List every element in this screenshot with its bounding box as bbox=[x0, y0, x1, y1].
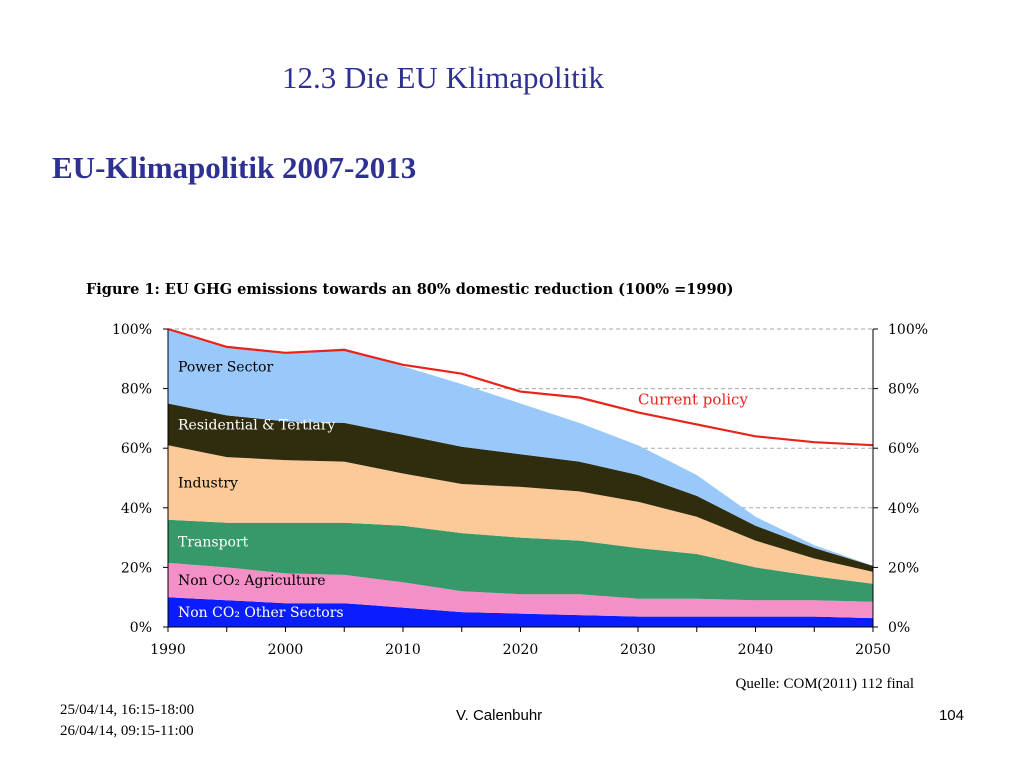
y-tick-label-left: 40% bbox=[120, 500, 152, 517]
emissions-chart bbox=[78, 272, 968, 672]
area-label-2: Non CO₂ Agriculture bbox=[178, 573, 326, 590]
footer-date-2: 26/04/14, 09:15-11:00 bbox=[60, 723, 194, 739]
y-tick-label-left: 60% bbox=[120, 441, 152, 458]
x-tick-label: 2010 bbox=[385, 642, 421, 658]
area-label-3: Transport bbox=[178, 534, 249, 551]
chart-svg bbox=[78, 272, 968, 672]
slide-subtitle: EU-Klimapolitik 2007-2013 bbox=[52, 150, 417, 185]
y-tick-label-left: 0% bbox=[129, 620, 152, 636]
line-label-1: Current policy bbox=[638, 390, 748, 409]
area-label-4: Industry bbox=[178, 475, 238, 492]
x-tick-label: 2050 bbox=[855, 642, 891, 658]
y-tick-label-right: 0% bbox=[888, 620, 911, 636]
slide-title: 12.3 Die EU Klimapolitik bbox=[281, 60, 605, 95]
x-tick-label: 2040 bbox=[737, 642, 774, 658]
footer-date-1: 25/04/14, 16:15-18:00 bbox=[60, 702, 195, 718]
x-tick-label: 1990 bbox=[150, 642, 186, 658]
x-tick-label: 2030 bbox=[620, 642, 656, 658]
y-tick-label-left: 20% bbox=[120, 560, 152, 577]
y-tick-label-left: 80% bbox=[120, 381, 152, 398]
x-tick-label: 2020 bbox=[502, 642, 539, 658]
area-label-5: Residential & Tertiary bbox=[178, 417, 336, 434]
chart-title: Figure 1: EU GHG emissions towards an 80% domestic reduction (100% =1990) bbox=[86, 281, 734, 298]
x-tick-label: 2000 bbox=[267, 642, 304, 658]
area-label-1: Non CO₂ Other Sectors bbox=[178, 605, 344, 622]
y-tick-label-right: 80% bbox=[888, 381, 920, 398]
footer-dates bbox=[60, 700, 194, 742]
y-tick-label-right: 60% bbox=[888, 441, 920, 458]
area-label-6: Power Sector bbox=[178, 359, 274, 376]
y-tick-label-left: 100% bbox=[111, 322, 152, 338]
page-number: 104 bbox=[938, 707, 964, 724]
y-tick-label-right: 100% bbox=[888, 322, 929, 338]
y-tick-label-right: 20% bbox=[888, 560, 920, 577]
y-tick-label-right: 40% bbox=[888, 500, 920, 517]
footer-author: V. Calenbuhr bbox=[456, 707, 543, 724]
source-note: Quelle: COM(2011) 112 final bbox=[735, 676, 914, 692]
